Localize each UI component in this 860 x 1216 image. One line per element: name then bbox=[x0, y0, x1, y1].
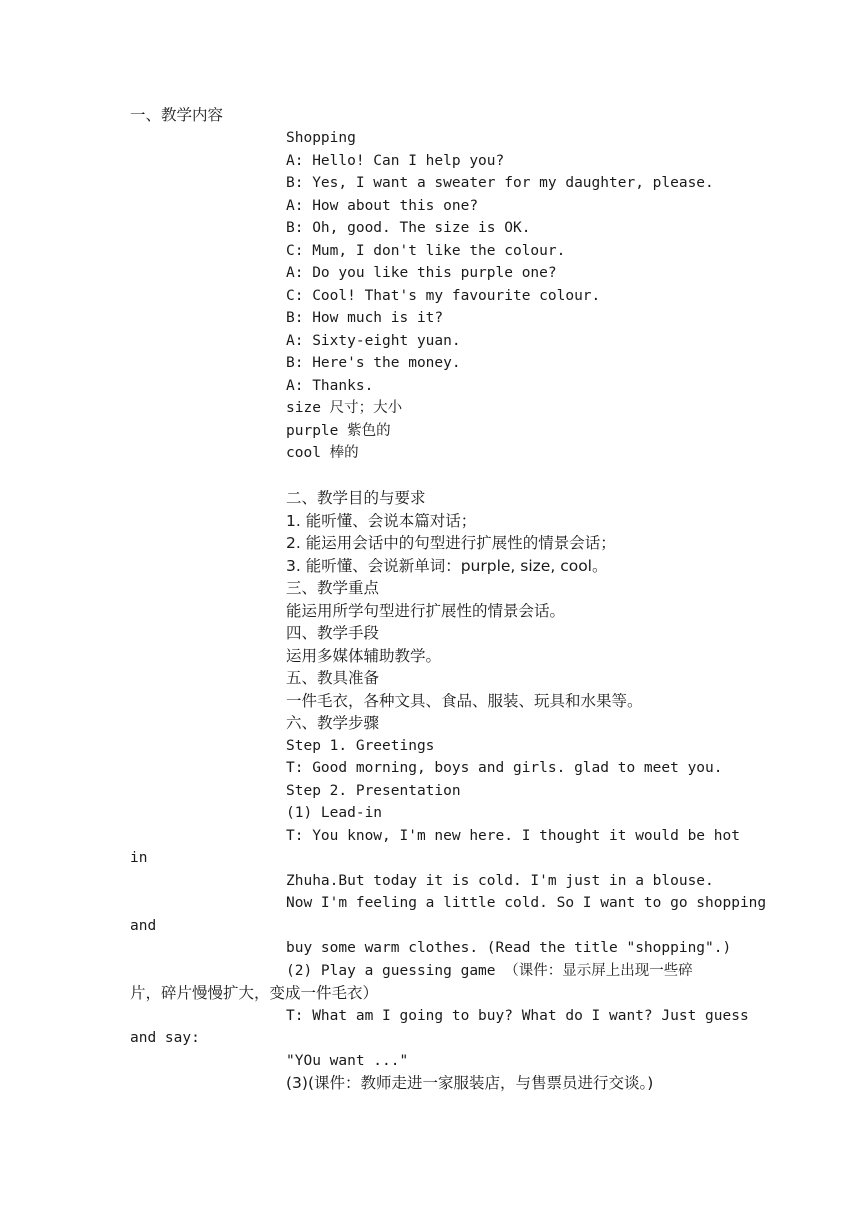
dialogue-line: B: Yes, I want a sweater for my daughter, please. bbox=[286, 175, 714, 191]
section-title-steps: 六、教学步骤 bbox=[286, 714, 380, 732]
step-text: Zhuha.But today it is cold. I'm just in a blouse. bbox=[286, 872, 714, 889]
step-text-wrap: and bbox=[130, 917, 157, 934]
means-text: 运用多媒体辅助教学。 bbox=[286, 646, 442, 665]
step-text-wrap: and say: bbox=[130, 1030, 200, 1046]
dialogue-line: A: How about this one? bbox=[286, 197, 479, 214]
step-text-wrap: 片，碎片慢慢扩大，变成一件毛衣） bbox=[130, 984, 379, 1002]
dialogue-line: A: Hello! Can I help you? bbox=[286, 152, 505, 169]
dialogue-line: B: Oh, good. The size is OK. bbox=[286, 220, 531, 236]
section-title-focus: 三、教学重点 bbox=[286, 579, 380, 597]
section-title-goals: 二、教学目的与要求 bbox=[286, 489, 426, 507]
step-text: buy some warm clothes. (Read the title "shopping".) bbox=[286, 940, 732, 956]
step-text: (3)(课件：教师走进一家服装店，与售票员进行交谈。) bbox=[286, 1074, 654, 1092]
step-text: "YOu want ..." bbox=[286, 1052, 409, 1069]
dialogue-line: A: Sixty-eight yuan. bbox=[286, 332, 461, 349]
goal-item: 1. 能听懂、会说本篇对话； bbox=[286, 511, 477, 530]
section-title-materials: 五、教具准备 bbox=[286, 669, 380, 687]
focus-text: 能运用所学句型进行扩展性的情景会话。 bbox=[286, 601, 566, 620]
blank-line bbox=[130, 465, 734, 488]
step-text: T: Good morning, boys and girls. glad to meet you. bbox=[286, 760, 723, 776]
section-title-content: 一、教学内容 bbox=[130, 106, 224, 124]
step-text-wrap: in bbox=[130, 850, 148, 866]
step-text: T: What am I going to buy? What do I want? Just guess bbox=[286, 1007, 749, 1024]
dialogue-line: C: Cool! That's my favourite colour. bbox=[286, 287, 601, 304]
goal-item: 2. 能运用会话中的句型进行扩展性的情景会话； bbox=[286, 534, 616, 552]
vocab-item: size 尺寸；大小 bbox=[286, 400, 403, 416]
dialogue-line: A: Do you like this purple one? bbox=[286, 265, 557, 281]
step-text: (2) Play a guessing game （课件：显示屏上出现一些碎 bbox=[286, 962, 693, 979]
step-text: T: You know, I'm new here. I thought it would be hot bbox=[286, 827, 740, 844]
step-title: Step 2. Presentation bbox=[286, 782, 461, 799]
step-text: Now I'm feeling a little cold. So I want to go shopping bbox=[286, 895, 767, 911]
dialogue-line: B: How much is it? bbox=[286, 310, 444, 326]
dialogue-title: Shopping bbox=[286, 130, 356, 146]
dialogue-line: C: Mum, I don't like the colour. bbox=[286, 242, 566, 259]
vocab-item: purple 紫色的 bbox=[286, 422, 391, 439]
step-title: Step 1. Greetings bbox=[286, 737, 435, 754]
goal-item: 3. 能听懂、会说新单词：purple, size, cool。 bbox=[286, 556, 608, 575]
materials-text: 一件毛衣，各种文具、食品、服装、玩具和水果等。 bbox=[286, 691, 643, 710]
document-body bbox=[130, 127, 767, 1095]
section-title-means: 四、教学手段 bbox=[286, 624, 380, 642]
vocab-item: cool 棒的 bbox=[286, 445, 359, 461]
step-text: (1) Lead-in bbox=[286, 805, 383, 821]
dialogue-line: B: Here's the money. bbox=[286, 355, 461, 371]
dialogue-line: A: Thanks. bbox=[286, 377, 374, 394]
